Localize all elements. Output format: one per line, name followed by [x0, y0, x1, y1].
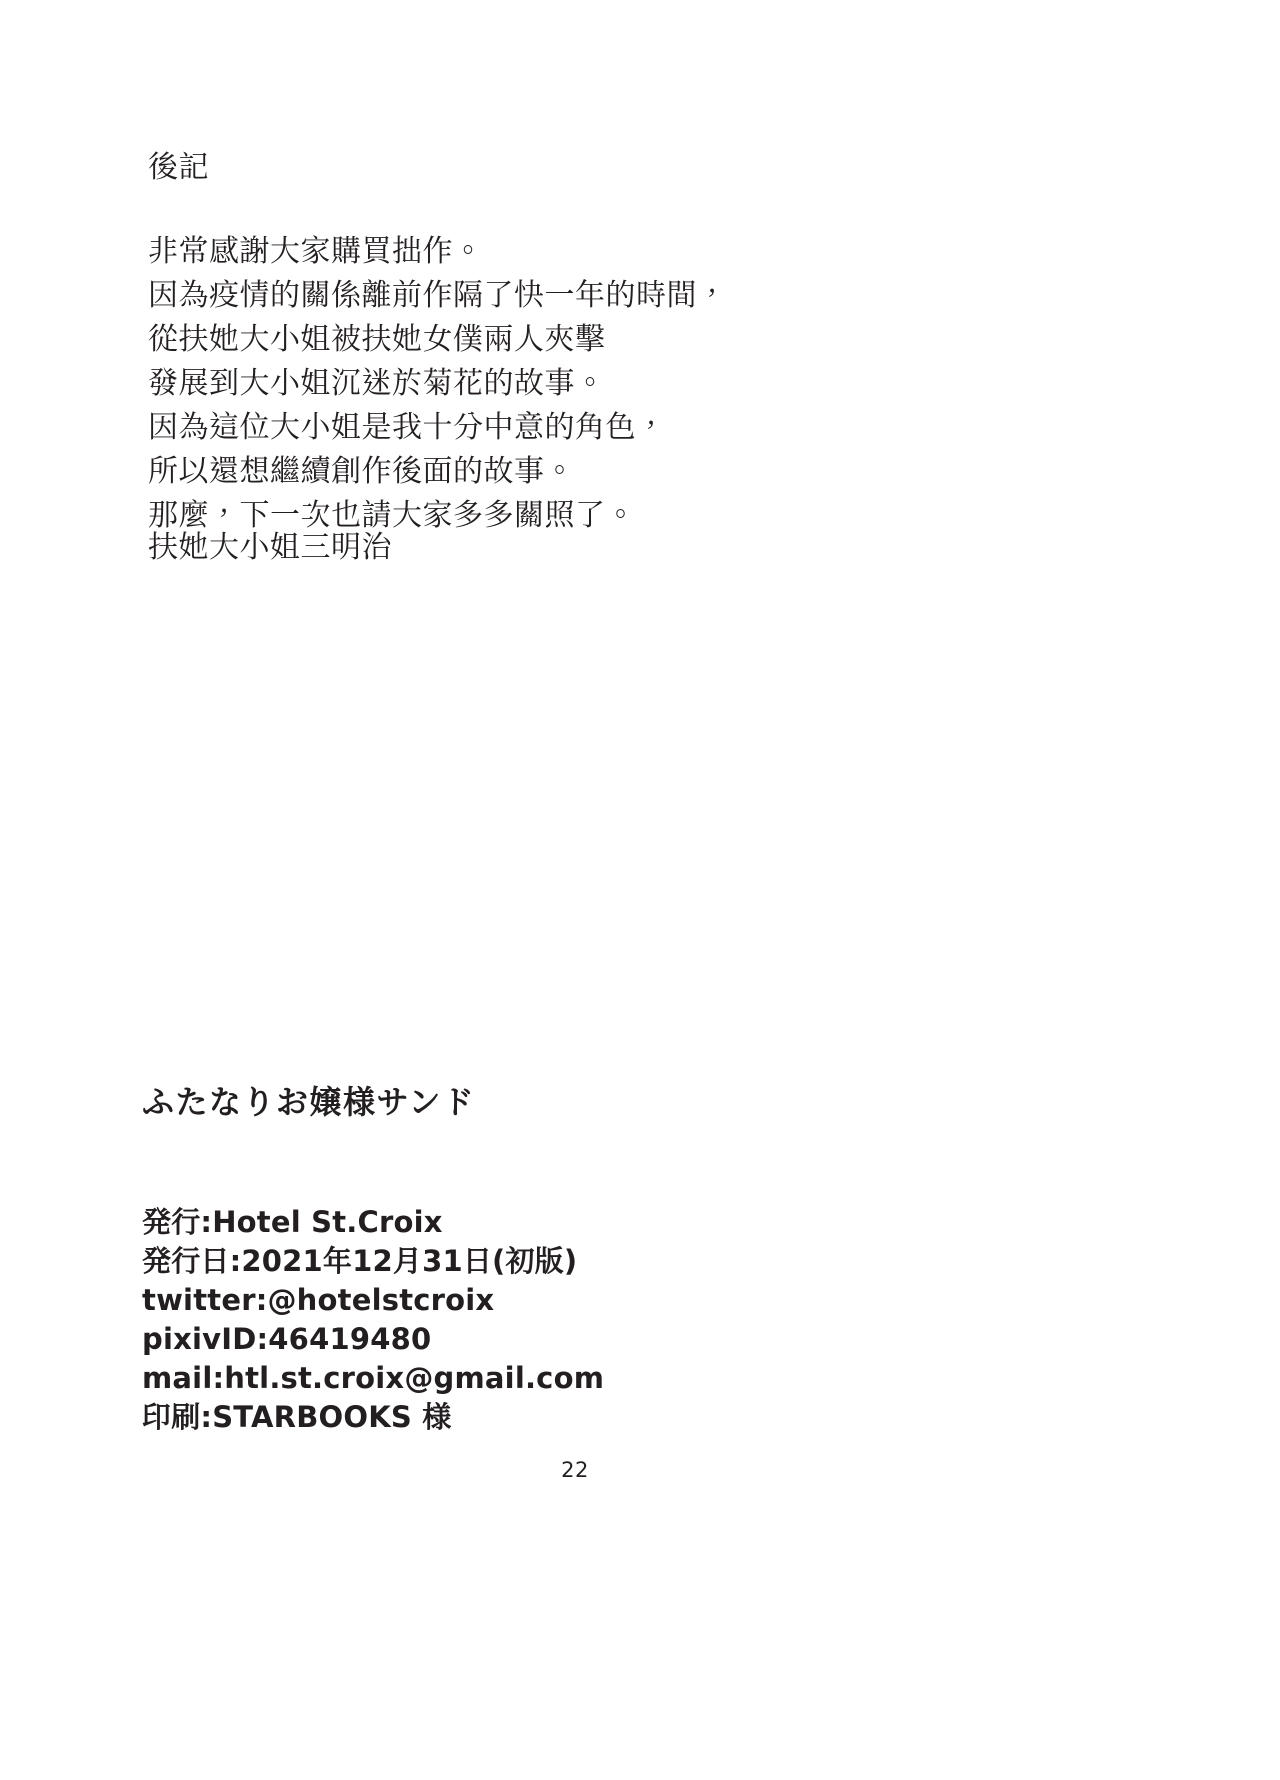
- colophon-line-pixiv: pixivID:46419480: [142, 1322, 432, 1356]
- afterword-line: 發展到大小姐沉迷於菊花的故事。: [148, 366, 606, 401]
- colophon-line-printer: 印刷:STARBOOKS 様: [142, 1400, 452, 1434]
- colophon-line-twitter: twitter:@hotelstcroix: [142, 1283, 495, 1317]
- colophon-line-date: 発行日:2021年12月31日(初版): [142, 1244, 578, 1278]
- colophon-title: ふたなりお嬢様サンド: [142, 1083, 476, 1121]
- afterword-line: 因為這位大小姐是我十分中意的角色，: [148, 410, 667, 445]
- afterword-line: 所以還想繼續創作後面的故事。: [148, 454, 575, 489]
- colophon-line-mail: mail:htl.st.croix@gmail.com: [142, 1361, 605, 1395]
- colophon-line-publisher: 発行:Hotel St.Croix: [142, 1205, 443, 1239]
- afterword-signature: 扶她大小姐三明治: [148, 530, 392, 565]
- afterword-line: 從扶她大小姐被扶她女僕兩人夾擊: [148, 322, 606, 357]
- afterword-line: 因為疫情的關係離前作隔了快一年的時間，: [148, 278, 728, 313]
- colophon-info: [142, 1203, 604, 1437]
- afterword-line: 那麼，下一次也請大家多多關照了。: [148, 498, 636, 533]
- afterword-body: [148, 230, 1048, 538]
- page-number: 22: [561, 1458, 589, 1482]
- afterword-line: 非常感謝大家購買拙作。: [148, 234, 484, 269]
- afterword-section: [148, 150, 1048, 565]
- afterword-heading: 後記: [148, 150, 209, 185]
